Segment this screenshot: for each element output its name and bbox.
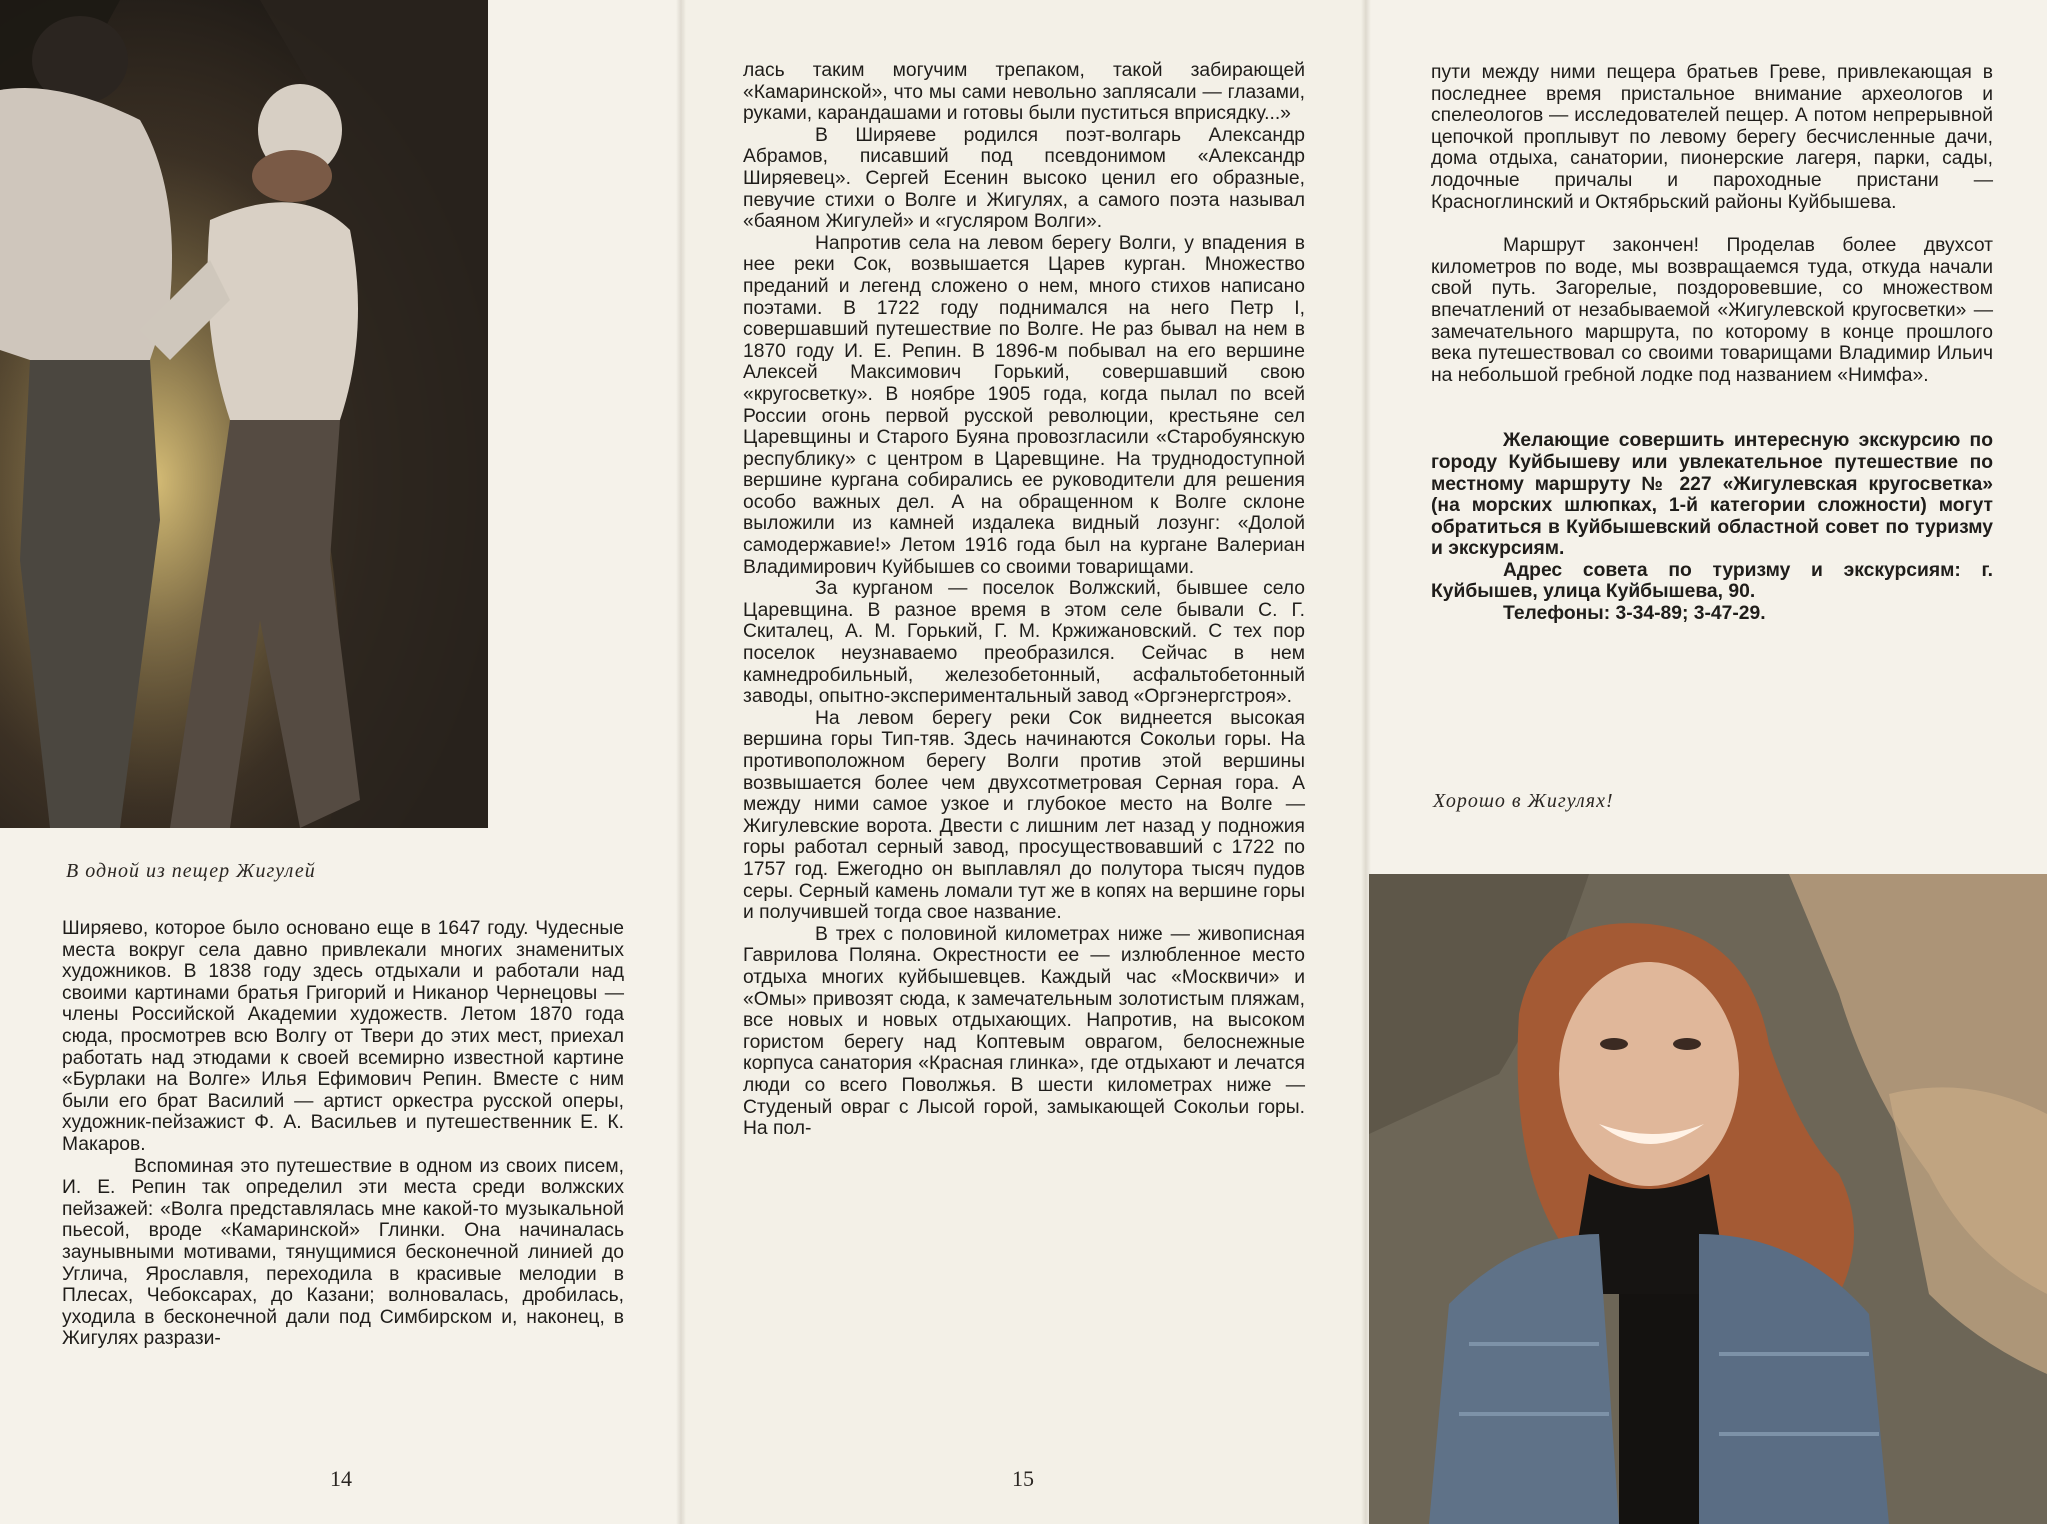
paragraph: За курганом — поселок Волжский, бывшее село Царевщина. В разное время в этом селе бывали С. Г. Скиталец, А. М. Горький, Г. М. Кржижановский. С тех пор поселок неузнаваемо преобразился. Сейчас в нем камнедробильный, железобетонный, асфальтобетонный заводы, опытно-экспериментальный завод «Оргэнергстроя». xyxy=(743,578,1305,708)
right-column-text xyxy=(1431,62,1993,625)
paragraph: Вспоминая это путешествие в одном из своих писем, И. Е. Репин так определил эти места среди волжских пейзажей: «Волга представлялась мне какой-то музыкальной пьесой, вроде «Камаринской» Глинки. Она начиналась заунывными мотивами, тянущимися бесконечной линией до Углича, Ярославля, переходила в красивые мелодии в Плесах, Чебоксарах, до Казани; волновалась, дробилась, уходила в бесконечной дали под Симбирском и, наконец, в Жигулях разрази- xyxy=(62,1155,624,1350)
smiling-hiker-photo xyxy=(1369,874,2047,1524)
cave-explorers-photo xyxy=(0,0,488,828)
paragraph: лась таким могучим трепаком, такой забирающей «Камаринской», что мы сами невольно заплясали — глазами, руками, карандашами и готовы были пуститься вприсядку...» xyxy=(743,60,1305,125)
paragraph: На левом берегу реки Сок виднеется высокая вершина горы Тип-тяв. Здесь начинаются Сокольи горы. На противоположном берегу Волги против этой вершины возвышается более чем двухсотметровая Серная гора. А между ними самое узкое и глубокое место на Волге — Жигулевские ворота. Двести с лишним лет назад у подножия горы работал серный завод, просуществовавший с 1722 по 1757 год. Ежегодно он выплавлял до полутора тысяч пудов серы. Серный камень ломали тут же в копях на вершине горы и получившей тогда свое название. xyxy=(743,707,1305,924)
address-paragraph: Адрес совета по туризму и экскурсиям: г. Куйбышев, улица Куйбышева, 90. xyxy=(1431,559,1993,603)
page-fold xyxy=(676,0,686,1524)
paragraph: В трех с половиной километрах ниже — живописная Гаврилова Поляна. Окрестности ее — излюбленное место отдыха многих куйбышевцев. Каждый час «Москвичи» и «Омы» привозят сюда, к замечательным золотистым пляжам, все новых и новых отдыхающих. Напротив, на высоком гористом берегу над Коптевым оврагом, белоснежные корпуса санатория «Красная глинка», где отдыхают и лечатся люди со всего Поволжья. В шести километрах ниже — Студеный овраг с Лысой горой, замыкающей Сокольи горы. На пол- xyxy=(743,923,1305,1140)
info-paragraph: Желающие совершить интересную экскурсию по городу Куйбышеву или увлекательное путешествие по местному маршруту № 227 «Жигулевская кругосветка» (на морских шлюпках, 1-й категории сложности) могут обратиться в Куйбышевский областной совет по туризму и экскурсиям. xyxy=(1431,430,1993,560)
page-number: 15 xyxy=(1012,1466,1034,1491)
paragraph: Напротив села на левом берегу Волги, у впадения в нее реки Сок, возвышается Царев курган. Множество преданий и легенд сложено о нем, много стихов написано поэтами. В 1722 году поднимался на него Петр I, совершавший путешествие по Волге. Не раз бывал на нем в 1870 году И. Е. Репин. В 1896-м побывал на его вершине Алексей Максимович Горький, совершавший свою «кругосветку». В ноябре 1905 года, когда пылал по всей России огонь первой русской революции, крестьяне сел Царевщины и Старого Буяна провозгласили «Старобуянскую республику» с центром в Царевщине. На труднодоступной вершине кургана собирались ее руководители для решения особо важных дел. А на обращенном к Волге склоне выложили из камней издалека видный лозунг: «Долой самодержавие!» Летом 1916 года был на кургане Валериан Владимирович Куйбышев со своими товарищами. xyxy=(743,232,1305,578)
paragraph: пути между ними пещера братьев Греве, привлекающая в последнее время пристальное внимание археологов и спелеологов — исследователей пещер. А потом непрерывной цепочкой проплывут по левому берегу бесчисленные дачи, дома отдыха, санатории, пионерские лагеря, парки, сады, лодочные причалы и пароходные пристани — Красноглинский и Октябрьский районы Куйбышева. xyxy=(1431,62,1993,213)
left-column-text xyxy=(62,918,624,1350)
page-number: 14 xyxy=(330,1466,352,1491)
paragraph: В Ширяеве родился поэт-волгарь Александр Абрамов, писавший под псевдонимом «Александр Ширяевец». Сергей Есенин высоко ценил его образные, певучие стихи о Волге и Жигулях, а самого поэта называл «баяном Жигулей» и «гусляром Волги». xyxy=(743,124,1305,233)
paragraph: Ширяево, которое было основано еще в 1647 году. Чудесные места вокруг села давно привлекали многих знаменитых художников. В 1838 году здесь отдыхали и работали над своими картинами братья Григорий и Никанор Чернецовы — члены Российской Академии художеств. Летом 1870 года сюда, просмотрев всю Волгу от Твери до этих мест, приехал работать над этюдами к своей всемирно известной картине «Бурлаки на Волге» Илья Ефимович Репин. Вместе с ним были его брат Василий — артист оркестра русской оперы, художник-пейзажист Ф. А. Васильев и путешественник Е. К. Макаров. xyxy=(62,918,624,1155)
phones-paragraph: Телефоны: 3-34-89; 3-47-29. xyxy=(1503,603,1766,625)
photo-caption: В одной из пещер Жигулей xyxy=(66,860,316,882)
paragraph: Маршрут закончен! Проделав более двухсот километров по воде, мы возвращаемся туда, откуда начали свой путь. Загорелые, поздоровевшие, со множеством впечатлений от незабываемой «Жигулевской кругосветки» — замечательного маршрута, по которому в конце прошлого века путешествовал со своими товарищами Владимир Ильич на небольшой гребной лодке под названием «Нимфа». xyxy=(1431,235,1993,386)
middle-column-text xyxy=(743,60,1305,1140)
smiling-hiker-photo-icon xyxy=(1369,874,2047,1524)
closing-line: Хорошо в Жигулях! xyxy=(1433,790,1614,812)
cave-explorers-photo-icon xyxy=(0,0,488,828)
